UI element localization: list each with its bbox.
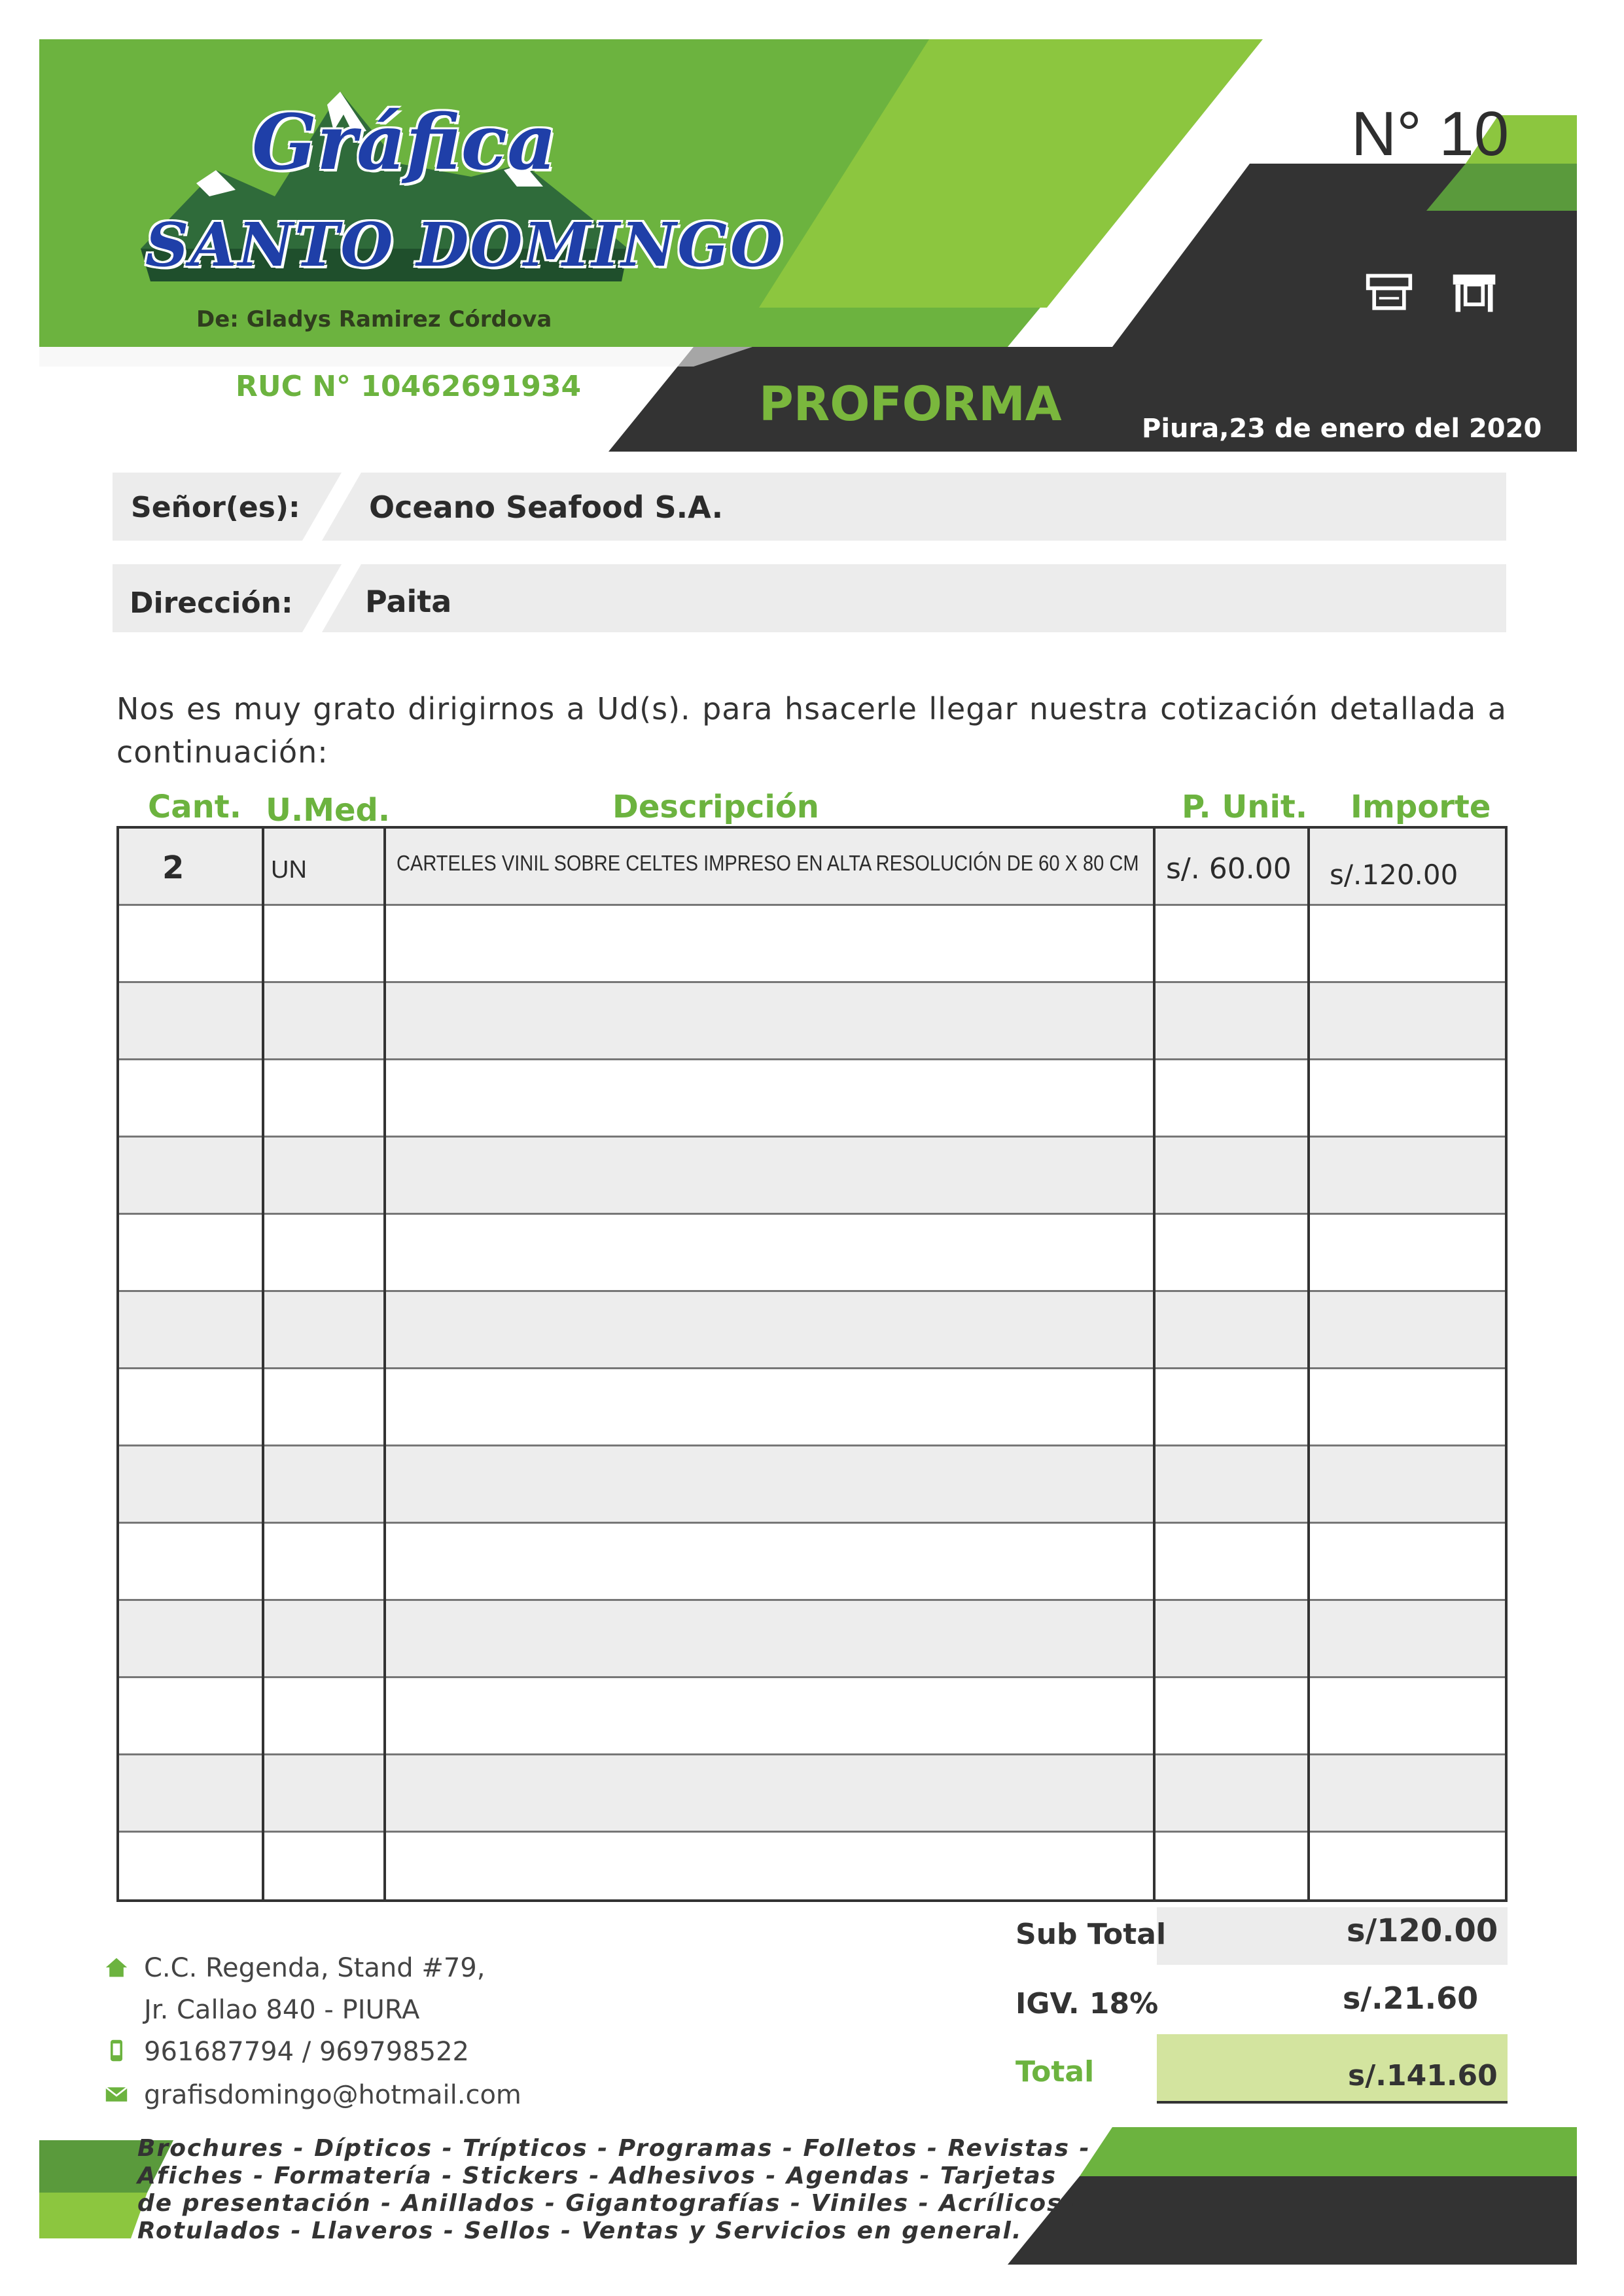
col-head-desc: Descripción: [612, 789, 819, 825]
table-row: [119, 1446, 1505, 1524]
intro-text: Nos es muy grato dirigirnos a Ud(s). para hsacerle llegar nuestra cotización detallada a continuación:: [116, 691, 1507, 770]
field-divider: [302, 473, 361, 541]
table-row: [119, 1060, 1505, 1138]
field-divider: [302, 564, 361, 632]
client-name-field: [113, 473, 1506, 541]
address-line1: C.C. Regenda, Stand #79,: [144, 1953, 485, 1983]
client-name-value: Oceano Seafood S.A.: [369, 490, 724, 525]
table-row: [119, 1524, 1505, 1601]
client-address-field: [113, 564, 1506, 632]
client-name-label: Señor(es):: [131, 491, 300, 524]
owner-name: De: Gladys Ramirez Córdova: [196, 306, 552, 332]
table-row: [119, 1678, 1505, 1755]
plotter-icon: [1449, 268, 1499, 318]
row-qty: 2: [162, 850, 185, 886]
items-table: [116, 826, 1508, 1902]
col-head-qty: Cant.: [148, 789, 241, 825]
logo-brand-line2: SANTO DOMINGO: [145, 209, 785, 280]
table-row: [119, 1292, 1505, 1369]
address-line2: Jr. Callao 840 - PIURA: [144, 1995, 420, 2025]
igv-value: s/.21.60: [1343, 1981, 1479, 2016]
document-date: Piura,23 de enero del 2020: [1142, 414, 1542, 444]
client-address-value: Paita: [365, 584, 452, 619]
table-row: [119, 1215, 1505, 1292]
subtotal-value: s/120.00: [1347, 1912, 1498, 1949]
phone-icon: [105, 2039, 128, 2062]
home-icon: [105, 1956, 128, 1979]
col-head-price: P. Unit.: [1182, 789, 1308, 825]
col-head-amount: Importe: [1350, 789, 1491, 825]
ruc-number: RUC N° 10462691934: [236, 370, 582, 403]
total-label: Total: [1015, 2055, 1095, 2089]
table-row: [119, 1138, 1505, 1215]
email-icon: [105, 2083, 128, 2106]
table-row: [119, 1601, 1505, 1678]
document-number: N° 10: [1351, 99, 1509, 169]
subtotal-label: Sub Total: [1015, 1918, 1167, 1951]
col-head-unit: U.Med.: [266, 792, 391, 829]
table-row: [119, 1369, 1505, 1446]
igv-label: IGV. 18%: [1015, 1987, 1159, 2020]
row-price: s/. 60.00: [1166, 852, 1292, 886]
total-value: s/.141.60: [1348, 2059, 1498, 2092]
table-row: [119, 829, 1505, 906]
table-row: [119, 1833, 1505, 1910]
row-amount: s/.120.00: [1330, 859, 1458, 891]
services-list: Brochures - Dípticos - Trípticos - Programas - Folletos - Revistas - Afiches - Formatería - Stickers - Adhesivos - Agendas - Tarjetas de presentación - Anillados - Gigantografías - Viniles - Acrílicos - Rotulados - Llaveros - Sellos - Ventas y Servicios en general.: [137, 2135, 1091, 2244]
document-type: PROFORMA: [759, 376, 1062, 431]
row-desc: CARTELES VINIL SOBRE CELTES IMPRESO EN ALTA RESOLUCIÓN DE 60 X 80 CM: [397, 851, 1139, 875]
table-row: [119, 983, 1505, 1060]
table-row: [119, 1755, 1505, 1833]
client-address-label: Dirección:: [130, 586, 293, 620]
phone-numbers: 961687794 / 969798522: [144, 2037, 469, 2067]
email-address: grafisdomingo@hotmail.com: [144, 2080, 521, 2110]
printer-icon: [1364, 268, 1414, 318]
table-row: [119, 906, 1505, 983]
logo-brand-line1: Gráfica: [252, 98, 557, 187]
row-unit: UN: [271, 856, 307, 884]
